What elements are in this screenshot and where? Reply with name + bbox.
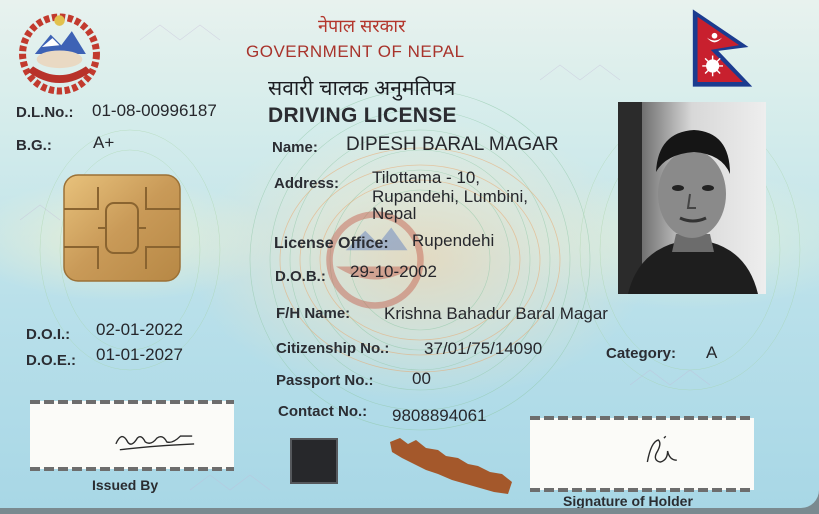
holder-photo — [618, 102, 766, 294]
dob-value: 29-10-2002 — [350, 262, 437, 281]
blood-group-value: A+ — [93, 133, 115, 152]
holder-box-border-top — [530, 416, 754, 420]
citizenship-value: 37/01/75/14090 — [424, 339, 543, 358]
address-label: Address: — [274, 175, 340, 192]
address-line-1: Tilottama - 10, — [372, 168, 481, 187]
dl-no-label: D.L.No.: — [16, 104, 74, 121]
contact-value: 9808894061 — [392, 406, 487, 425]
license-office-label: License Office: — [274, 235, 389, 252]
passport-value: 00 — [412, 369, 431, 388]
gov-title-english: GOVERNMENT OF NEPAL — [246, 42, 465, 61]
dl-no-value: 01-08-00996187 — [92, 101, 217, 120]
issuer-box-border-bottom — [30, 467, 234, 471]
holder-signature-label: Signature of Holder — [563, 493, 693, 508]
issuer-box-border-top — [30, 400, 234, 404]
name-label: Name: — [272, 139, 318, 156]
name-value: DIPESH BARAL MAGAR — [346, 134, 559, 155]
license-title-nepali: सवारी चालक अनुमतिपत्र — [268, 77, 456, 100]
category-value: A — [706, 343, 718, 362]
license-title-english: DRIVING LICENSE — [268, 104, 457, 127]
holder-signature — [640, 432, 686, 470]
issuer-signature — [112, 424, 200, 454]
contact-label: Contact No.: — [278, 403, 368, 420]
nepal-map-icon — [386, 430, 516, 500]
issued-by-label: Issued By — [92, 477, 159, 493]
fh-name-value: Krishna Bahadur Baral Magar — [384, 304, 608, 323]
fh-name-label: F/H Name: — [276, 305, 351, 322]
address-line-2: Rupandehi, Lumbini, — [372, 187, 528, 206]
citizenship-label: Citizenship No.: — [276, 340, 390, 357]
doi-label: D.O.I.: — [26, 326, 71, 343]
nepal-flag-icon — [690, 6, 756, 90]
nepal-emblem-icon — [12, 10, 107, 98]
gov-title-nepali: नेपाल सरकार — [318, 16, 406, 36]
license-office-value: Rupendehi — [412, 231, 495, 250]
qr-code-square — [290, 438, 338, 484]
address-line-3: Nepal — [372, 204, 417, 223]
holder-box-border-bottom — [530, 488, 754, 492]
dob-label: D.O.B.: — [275, 268, 326, 285]
doi-value: 02-01-2022 — [96, 320, 183, 339]
doe-label: D.O.E.: — [26, 352, 77, 369]
category-label: Category: — [606, 345, 677, 362]
doe-value: 01-01-2027 — [96, 345, 183, 364]
smart-card-chip — [62, 173, 182, 283]
blood-group-label: B.G.: — [16, 137, 52, 154]
passport-label: Passport No.: — [276, 372, 374, 389]
